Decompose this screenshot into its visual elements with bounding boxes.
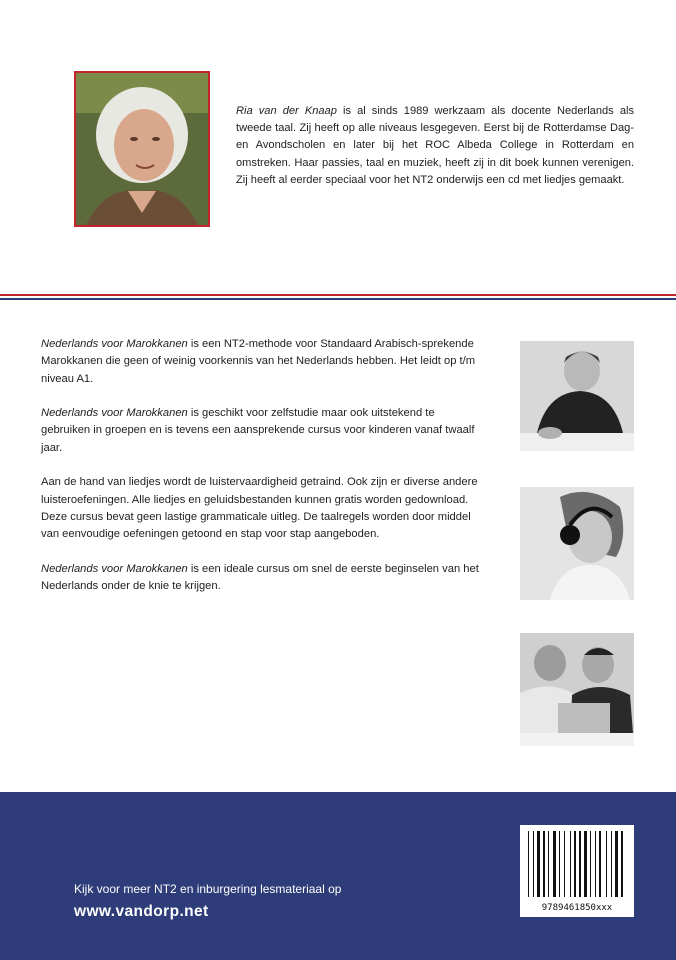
paragraph-1	[41, 336, 481, 388]
barcode-bar	[548, 831, 549, 897]
author-bio	[236, 103, 634, 189]
barcode-bar	[528, 831, 529, 897]
barcode-bar	[621, 831, 623, 897]
barcode-bar	[579, 831, 581, 897]
book-title: Nederlands voor Marokkanen	[41, 338, 188, 350]
paragraph-4-text: is een ideale cursus om snel de eerste beginselen van het Nederlands onder de knie te krijgen.	[41, 562, 479, 593]
barcode	[520, 825, 634, 917]
students-reading-photo	[520, 633, 634, 746]
book-title: Nederlands voor Marokkanen	[41, 562, 188, 575]
paragraph-2	[41, 405, 481, 457]
barcode-bar	[599, 831, 601, 897]
author-bio-text: is al sinds 1989 werkzaam als docente Nederlands als tweede taal. Zij heeft op alle niveaus lesgegeven. Eerst bij de Rotterdamse Dag-en Avondscholen en later bij het ROC Albeda College in Rotterdam en omstreken. Haar passies, taal en muziek, heeft zij in dit boek kunnen verenigen. Zij heeft al eerder speciaal voor het NT2 onderwijs een cd met liedjes gemaakt.	[236, 105, 634, 186]
student-writing-photo	[520, 341, 634, 451]
woman-headphones-photo	[520, 487, 634, 600]
paragraph-4	[41, 561, 481, 596]
barcode-bar	[611, 831, 612, 897]
barcode-bar	[543, 831, 545, 897]
barcode-bar	[615, 831, 618, 897]
flag-stripes	[0, 294, 676, 306]
barcode-bar	[559, 831, 560, 897]
isbn-number: 9789461850xxx	[541, 903, 613, 913]
description	[41, 336, 481, 613]
footer-text: Kijk voor meer NT2 en inburgering lesmateriaal op	[74, 882, 342, 896]
barcode-bar	[584, 831, 587, 897]
barcode-bar	[553, 831, 556, 897]
barcode-bar	[564, 831, 565, 897]
footer-url[interactable]: www.vandorp.net	[74, 903, 209, 920]
paragraph-2-text: is geschikt voor zelfstudie maar ook uitstekend te gebruiken in groepen en is tevens een aansprekende cursus voor kinderen vanaf twaalf jaar.	[41, 407, 475, 454]
barcode-bar	[570, 831, 571, 897]
author-photo	[74, 71, 210, 227]
barcode-bar	[537, 831, 540, 897]
stripe-blue	[0, 298, 676, 300]
barcode-bar	[590, 831, 591, 897]
paragraph-1-text: is een NT2-methode voor Standaard Arabisch-sprekende Marokkanen die geen of weinig voorkennis van het Nederlands hebben. Het leidt op t/m niveau A1.	[41, 338, 476, 385]
paragraph-3	[41, 474, 481, 543]
author-name: Ria van der Knaap	[236, 105, 337, 117]
barcode-bar	[533, 831, 534, 897]
book-title: Nederlands voor Marokkanen	[41, 407, 188, 420]
barcode-bar	[574, 831, 576, 897]
barcode-bar	[606, 831, 607, 897]
barcode-bar	[595, 831, 596, 897]
paragraph-3-text: Aan de hand van liedjes wordt de luistervaardigheid getraind. Ook zijn er diverse andere luisteroefeningen. Alle liedjes en geluidsbestanden kunnen gratis worden gedownload. Deze cursus bevat geen lastige grammaticale uitleg. De taalregels worden door middel van eenvoudige oefeningen getoond en stap voor stap aangeboden.	[41, 476, 478, 541]
